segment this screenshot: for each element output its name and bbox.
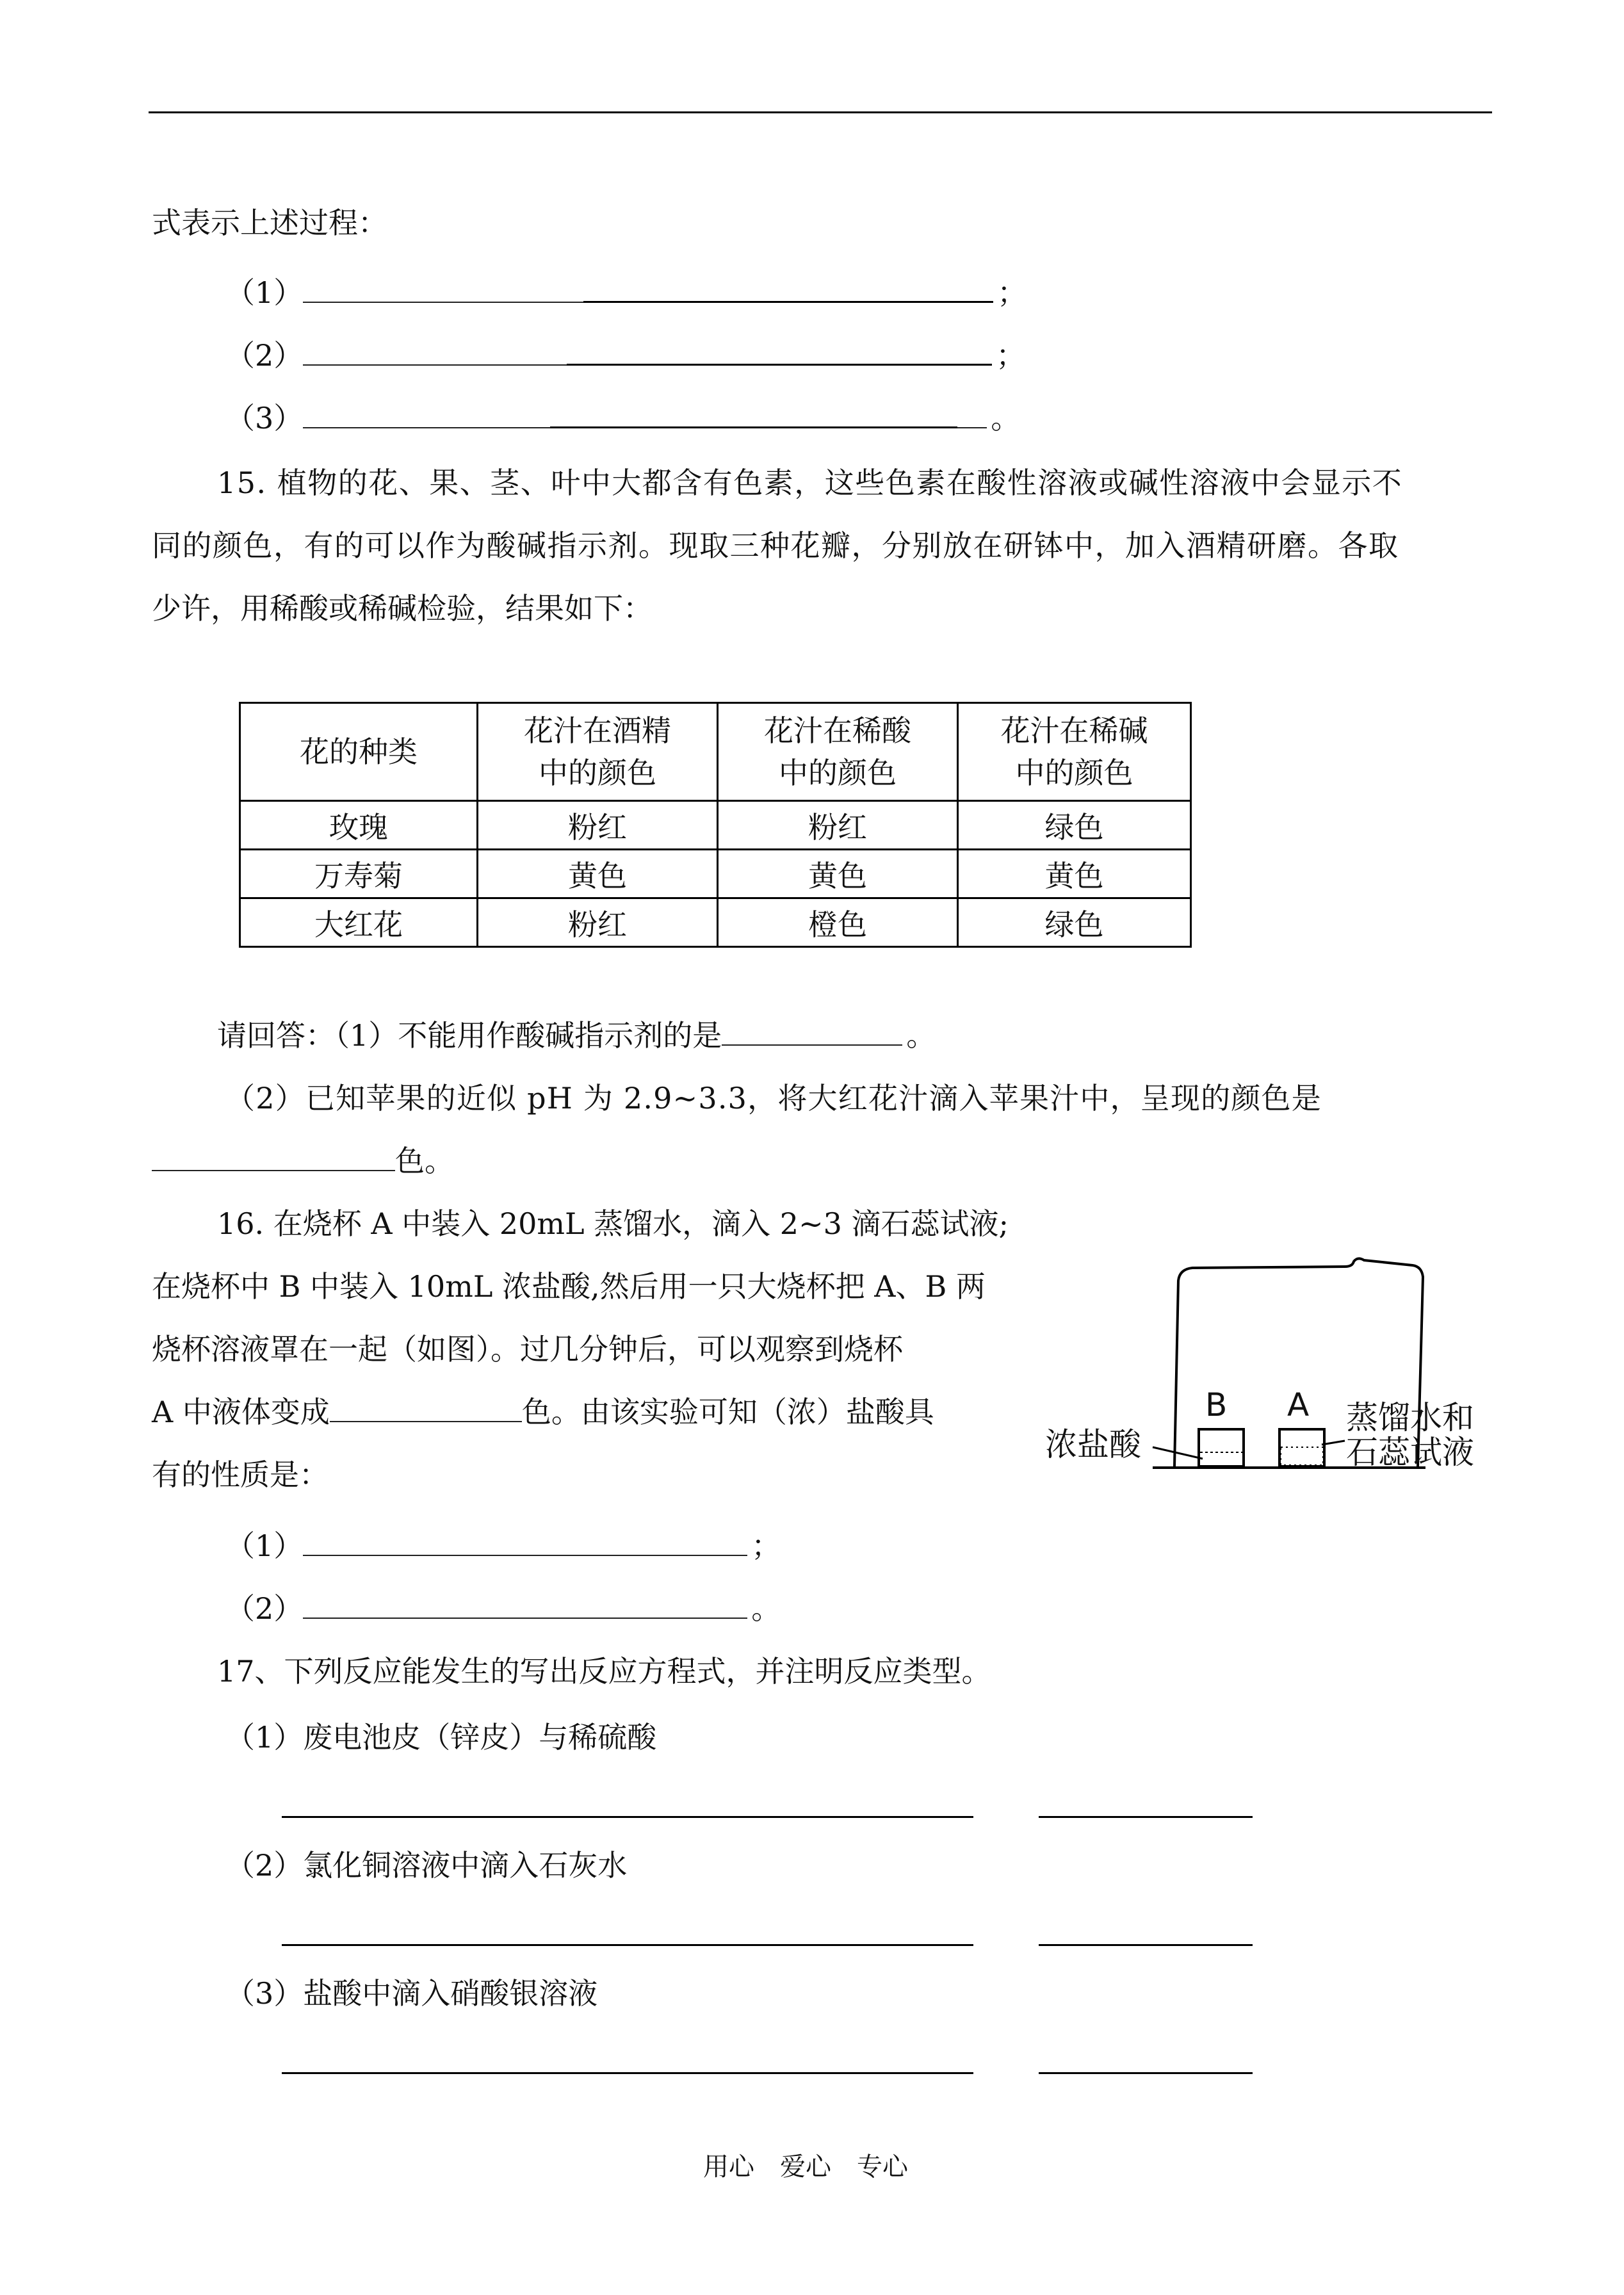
table-row [240,850,1191,898]
answer-line-equation[interactable] [282,2072,973,2074]
q15-answer-1-end: 。 [906,1018,936,1053]
q17-item-2: （2）氯化铜溶液中滴入石灰水 [225,1848,628,1883]
equation-label: （3） [225,401,304,435]
header-rule [149,111,1492,113]
equation-label: （1） [225,275,304,310]
table-cell: 万寿菊 [240,850,478,898]
table-cell: 黄色 [958,850,1191,898]
q15-answer-2 [152,1142,454,1180]
q15-answer-1 [217,1016,936,1055]
table-header-row [240,703,1191,801]
q17-item-1: （1）废电池皮（锌皮）与稀硫酸 [225,1720,657,1755]
q16-line-5: 有的性质是： [152,1457,329,1492]
table-cell: 玫瑰 [240,801,478,850]
table-cell: 粉红 [478,801,718,850]
answer-blank[interactable] [957,401,987,428]
header-text: 花的种类 [300,734,418,769]
item-end: ； [751,1529,781,1563]
equation-end: ； [997,275,1027,310]
q15-line-1: 15. 植物的花、果、茎、叶中大都含有色素，这些色素在酸性溶液或碱性溶液中会显示不 [217,466,1403,500]
q15-line-3: 少许，用稀酸或稀碱检验，结果如下： [152,591,653,626]
figure-label-a: A [1287,1386,1310,1423]
item-label: （1） [225,1529,304,1563]
answer-blank[interactable] [152,1144,395,1171]
figure-label-water-litmus-2: 石蕊试液 [1346,1434,1474,1471]
answer-blank[interactable] [550,401,957,428]
q16-item-1 [225,1527,781,1565]
q17-title: 17、下列反应能发生的写出反应方程式，并注明反应类型。 [217,1654,991,1689]
q15-answer-2-line: （2）已知苹果的近似 pH 为 2.9~3.3，将大红花汁滴入苹果汁中，呈现的颜色是 [225,1081,1322,1115]
answer-line-type[interactable] [1039,2072,1253,2074]
answer-line-equation[interactable] [282,1816,973,1818]
page-footer: 用心 爱心 专心 [703,2152,908,2182]
equation-end: ； [996,338,1026,373]
q17-item-3: （3）盐酸中滴入硝酸银溶液 [225,1976,598,2011]
q16-item-2 [225,1589,781,1628]
equation-label: （2） [225,338,304,373]
answer-line-type[interactable] [1039,1944,1253,1946]
q16-line-3: 烧杯溶液罩在一起（如图）。过几分钟后，可以观察到烧杯 [152,1332,903,1366]
q15-line-2: 同的颜色，有的可以作为酸碱指示剂。现取三种花瓣，分别放在研钵中，加入酒精研磨。各取 [152,528,1399,563]
header-text: 花汁在稀碱 [1000,713,1148,748]
answer-blank[interactable] [722,1019,902,1046]
equation-item-3 [225,399,1020,437]
header-text: 中的颜色 [1015,756,1133,790]
flower-color-table [239,702,1192,948]
header-text: 中的颜色 [539,756,656,790]
table-cell: 黄色 [718,850,958,898]
q16-line-4 [152,1393,934,1431]
equation-item-1 [225,273,1027,312]
table-cell: 粉红 [478,898,718,947]
header-text: 花汁在稀酸 [764,713,911,748]
answer-blank[interactable] [303,1529,747,1556]
q16-line-4-prefix: A 中液体变成 [152,1395,330,1429]
answer-blank[interactable] [583,275,993,303]
table-cell: 大红花 [240,898,478,947]
header-text: 花汁在酒精 [524,713,671,748]
table-cell: 橙色 [718,898,958,947]
table-cell: 黄色 [478,850,718,898]
item-end: 。 [751,1591,781,1626]
table-row [240,898,1191,947]
equation-end: 。 [991,401,1021,435]
table-header-cell [240,703,478,801]
answer-blank[interactable] [303,401,550,428]
answer-blank[interactable] [303,276,583,303]
q16-line-2: 在烧杯中 B 中装入 10mL 浓盐酸,然后用一只大烧杯把 A、B 两 [152,1269,986,1304]
beaker-b-outline [1199,1429,1244,1466]
answer-line-equation[interactable] [282,1944,973,1946]
answer-line-type[interactable] [1039,1816,1253,1818]
q15-answer-1-prefix: 请回答：（1）不能用作酸碱指示剂的是 [217,1018,722,1053]
table-header-cell [958,703,1191,801]
table-cell: 绿色 [958,898,1191,947]
answer-blank[interactable] [330,1395,522,1422]
figure-label-b: B [1205,1386,1228,1423]
q15-answer-2-end: 色。 [395,1144,454,1178]
table-header-cell [478,703,718,801]
header-text: 中的颜色 [779,756,897,790]
q16-line-4-suffix: 色。由该实验可知（浓）盐酸具 [521,1395,934,1429]
answer-blank[interactable] [303,339,567,366]
table-cell: 粉红 [718,801,958,850]
leader-line-left [1153,1447,1203,1459]
answer-blank[interactable] [303,1592,747,1619]
table-header-cell [718,703,958,801]
intro-line: 式表示上述过程： [152,206,387,240]
table-row [240,801,1191,850]
answer-blank[interactable] [567,338,992,366]
figure-label-water-litmus-1: 蒸馏水和 [1346,1399,1474,1436]
item-label: （2） [225,1591,304,1626]
equation-item-2 [225,336,1025,375]
q16-line-1: 16. 在烧杯 A 中装入 20mL 蒸馏水，滴入 2~3 滴石蕊试液; [217,1206,1009,1241]
beaker-a-liquid [1281,1447,1323,1465]
table-cell: 绿色 [958,801,1191,850]
figure-label-conc-hcl: 浓盐酸 [1045,1426,1141,1463]
